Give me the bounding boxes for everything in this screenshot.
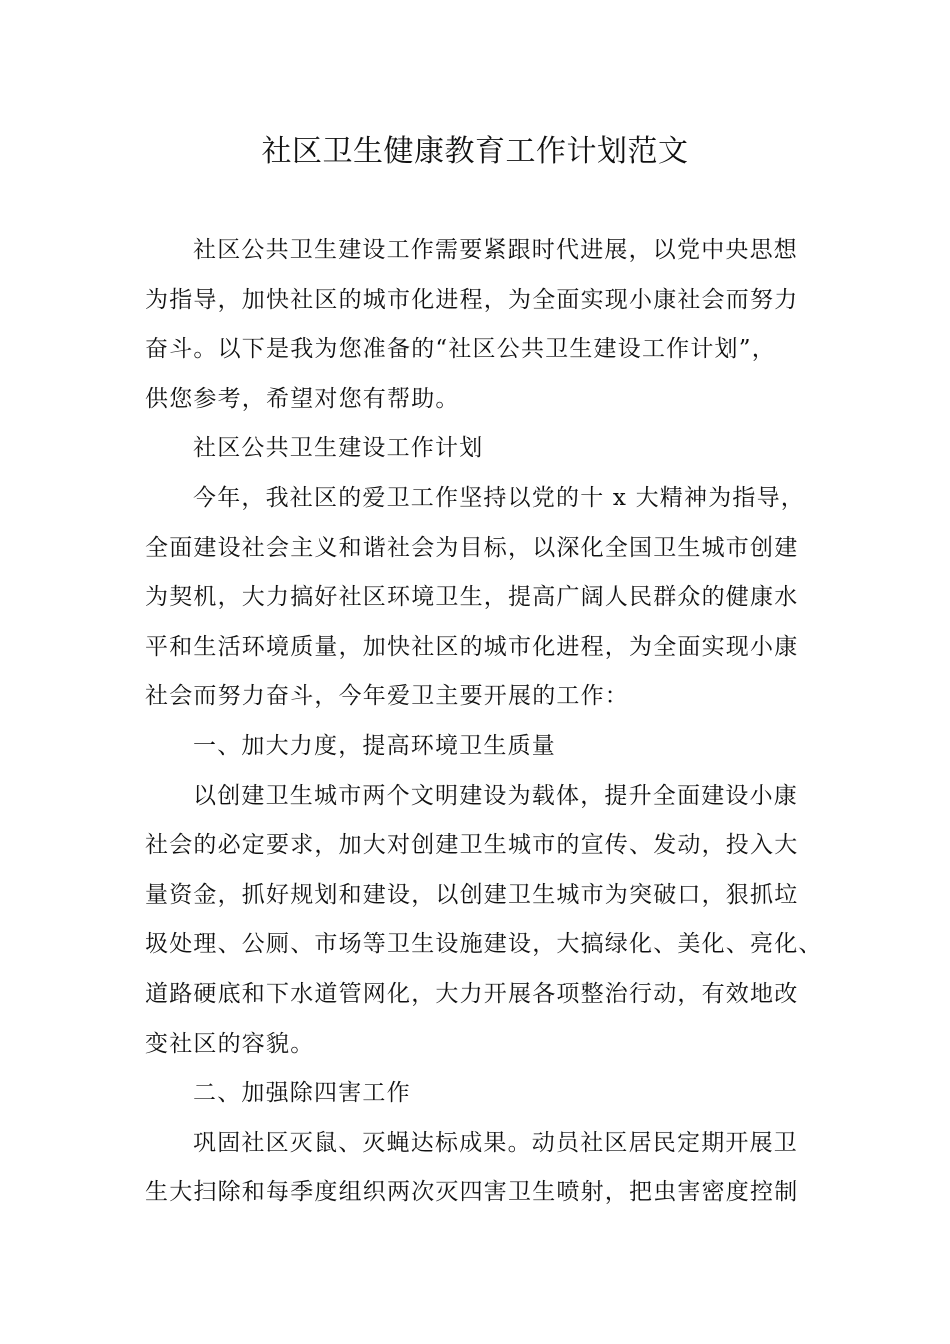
- text-line: 社区公共卫生建设工作需要紧跟时代进展，以党中央思想: [193, 237, 798, 263]
- text-line: 奋斗。以下是我为您准备的“社区公共卫生建设工作计划”，: [145, 336, 776, 363]
- document-title: 社区卫生健康教育工作计划范文: [261, 134, 689, 169]
- text-line: 今年，我社区的爱卫工作坚持以党的十 x 大精神为指导，: [193, 484, 805, 511]
- text-line: 圾处理、公厕、市场等卫生设施建设，大搞绿化、美化、亮化、: [145, 931, 823, 958]
- text-line: 为契机，大力搞好社区环境卫生，提高广阔人民群众的健康水: [145, 584, 799, 611]
- text-line: 社会的必定要求，加大对创建卫生城市的宣传、发动，投入大: [145, 832, 799, 859]
- text-line: 全面建设社会主义和谐社会为目标，以深化全国卫生城市创建: [145, 534, 799, 561]
- text-line: 生大扫除和每季度组织两次灭四害卫生喷射，把虫害密度控制: [145, 1179, 799, 1206]
- text-line: 道路硬底和下水道管网化，大力开展各项整治行动，有效地改: [145, 980, 799, 1007]
- text-line: 平和生活环境质量，加快社区的城市化进程，为全面实现小康: [145, 633, 799, 660]
- text-line: 巩固社区灭鼠、灭蝇达标成果。动员社区居民定期开展卫: [193, 1129, 798, 1156]
- text-line: 社区公共卫生建设工作计划: [193, 435, 484, 462]
- text-line: 供您参考，希望对您有帮助。: [145, 385, 460, 412]
- text-line: 变社区的容貌。: [145, 1030, 315, 1057]
- text-line: 为指导，加快社区的城市化进程，为全面实现小康社会而努力: [145, 286, 799, 313]
- text-line: 量资金，抓好规划和建设，以创建卫生城市为突破口，狠抓垃: [145, 881, 799, 908]
- text-line: 以创建卫生城市两个文明建设为载体，提升全面建设小康: [193, 782, 798, 809]
- document-body: [145, 226, 823, 1218]
- text-line: 一、加大力度，提高环境卫生质量: [193, 732, 556, 759]
- text-line: 社会而努力奋斗，今年爱卫主要开展的工作：: [145, 683, 629, 710]
- text-line: 二、加强除四害工作: [193, 1080, 411, 1107]
